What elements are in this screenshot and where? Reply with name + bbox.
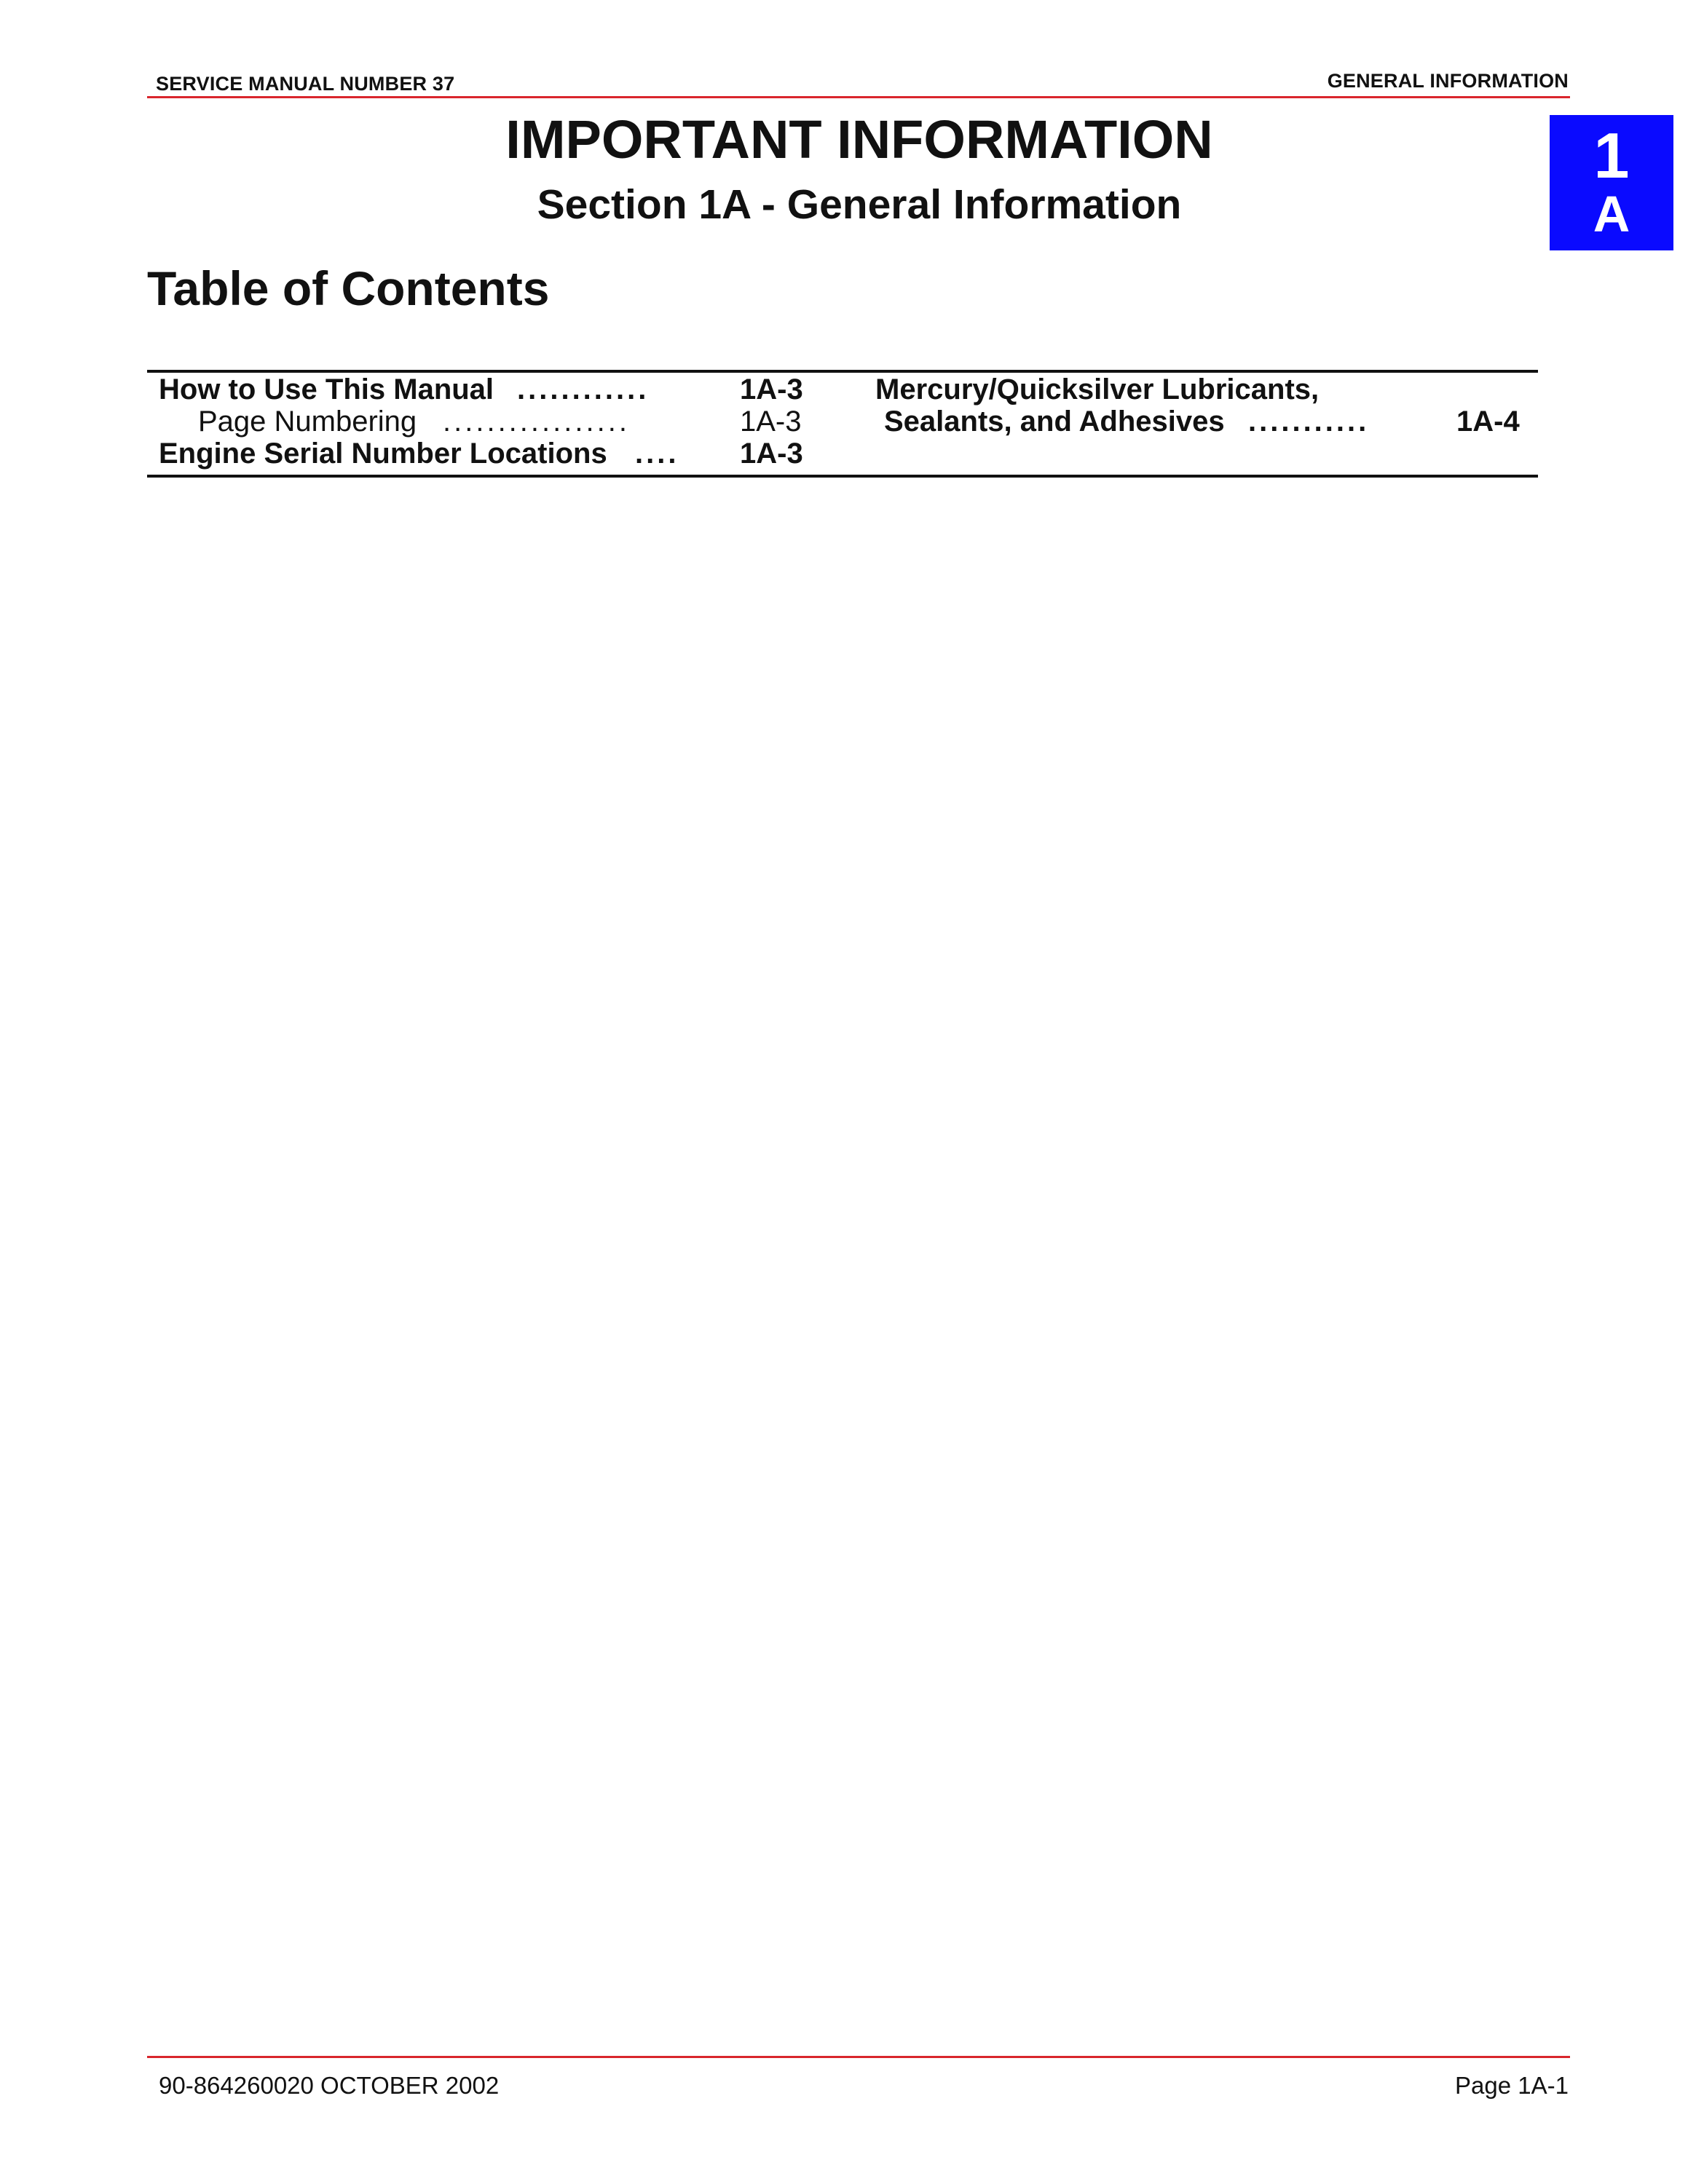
toc-entry-label-line1: Mercury/Quicksilver Lubricants, bbox=[875, 373, 1320, 405]
header-section-name: GENERAL INFORMATION bbox=[1327, 70, 1569, 92]
toc-entry-page-numbering[interactable] bbox=[198, 405, 417, 438]
toc-entry-lubricants[interactable] bbox=[875, 373, 1319, 406]
page-title: IMPORTANT INFORMATION bbox=[505, 109, 1213, 170]
toc-entry-serial-locations[interactable] bbox=[159, 437, 607, 470]
toc-leader: ............ bbox=[517, 373, 650, 405]
section-subtitle: Section 1A - General Information bbox=[537, 181, 1182, 228]
toc-heading: Table of Contents bbox=[147, 261, 550, 315]
toc-bottom-rule bbox=[147, 475, 1538, 478]
toc-page-number[interactable]: 1A-3 bbox=[740, 438, 803, 470]
toc-page-number[interactable]: 1A-4 bbox=[1456, 405, 1520, 438]
header-manual-number: SERVICE MANUAL NUMBER 37 bbox=[156, 73, 455, 95]
footer-part-number-date: 90-864260020 OCTOBER 2002 bbox=[159, 2072, 500, 2099]
header-divider bbox=[147, 96, 1570, 98]
footer-divider bbox=[147, 2056, 1570, 2058]
toc-leader: ........... bbox=[1248, 405, 1370, 438]
toc-leader: ................. bbox=[443, 405, 630, 438]
toc-entry-label: Engine Serial Number Locations bbox=[159, 438, 607, 470]
toc-entry-how-to-use[interactable] bbox=[159, 373, 494, 406]
toc-leader: .... bbox=[635, 438, 679, 470]
section-tab-letter: A bbox=[1593, 186, 1630, 242]
toc-entry-label-line2: Sealants, and Adhesives bbox=[884, 405, 1225, 438]
toc-page-number[interactable]: 1A-3 bbox=[740, 405, 802, 438]
toc-entry-label: Page Numbering bbox=[198, 405, 417, 438]
toc-entry-label: How to Use This Manual bbox=[159, 373, 494, 405]
toc-entry-lubricants-cont[interactable] bbox=[884, 405, 1225, 438]
toc-page-number[interactable]: 1A-3 bbox=[740, 373, 803, 405]
section-tab-number: 1 bbox=[1593, 119, 1630, 191]
footer-page-number: Page 1A-1 bbox=[1455, 2072, 1569, 2099]
